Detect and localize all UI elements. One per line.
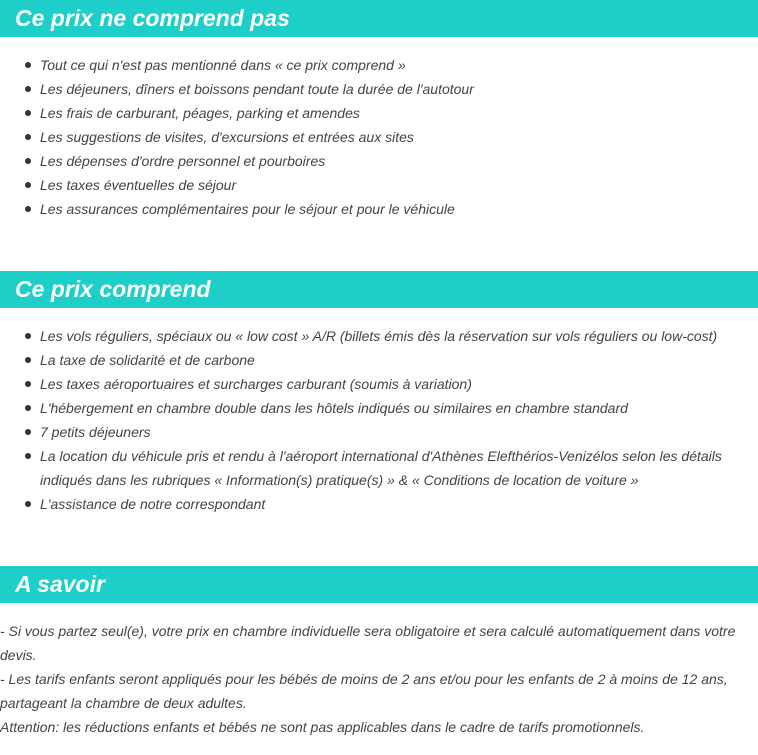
list-item (0, 492, 740, 516)
bullet-icon (25, 501, 31, 507)
bullet-icon (25, 429, 31, 435)
list-item-text: Tout ce qui n'est pas mentionné dans « ce prix comprend » (40, 57, 406, 73)
list-item-text: La location du véhicule pris et rendu à l'aéroport international d'Athènes Elefthérios-Venizélos selon les détails indiqués dans les rubriques « Information(s) pratique(s) » & « Conditions de location de voiture » (40, 448, 722, 488)
bullet-icon (25, 62, 31, 68)
section-header-good-to-know (0, 566, 758, 603)
list-item-text: 7 petits déjeuners (40, 424, 151, 440)
list-item-text: Les frais de carburant, péages, parking et amendes (40, 105, 360, 121)
bullet-icon (25, 182, 31, 188)
bullet-icon (25, 333, 31, 339)
list-item (0, 101, 740, 125)
list-item-text: Les assurances complémentaires pour le séjour et pour le véhicule (40, 201, 455, 217)
section-header-included (0, 271, 758, 308)
good-to-know-notes (0, 619, 752, 739)
list-item-text: L'hébergement en chambre double dans les hôtels indiqués ou similaires en chambre standard (40, 400, 628, 416)
bullet-icon (25, 381, 31, 387)
list-item (0, 444, 740, 492)
section-title: Ce prix comprend (15, 276, 211, 302)
list-item (0, 396, 740, 420)
note-paragraph: - Les tarifs enfants seront appliqués pour les bébés de moins de 2 ans et/ou pour les enfants de 2 à moins de 12 ans, partageant la chambre de deux adultes. (0, 671, 728, 711)
list-item (0, 420, 740, 444)
section-title: A savoir (15, 571, 105, 597)
not-included-list (0, 53, 740, 221)
list-item-text: L'assistance de notre correspondant (40, 496, 266, 512)
list-item (0, 173, 740, 197)
list-item (0, 149, 740, 173)
list-item-text: Les taxes éventuelles de séjour (40, 177, 237, 193)
bullet-icon (25, 86, 31, 92)
list-item-text: Les dépenses d'ordre personnel et pourboires (40, 153, 326, 169)
list-item-text: Les suggestions de visites, d'excursions et entrées aux sites (40, 129, 414, 145)
bullet-icon (25, 110, 31, 116)
list-item-text: La taxe de solidarité et de carbone (40, 352, 255, 368)
list-item (0, 125, 740, 149)
bullet-icon (25, 405, 31, 411)
note-paragraph: Attention: les réductions enfants et bébés ne sont pas applicables dans le cadre de tarifs promotionnels. (0, 719, 645, 735)
list-item (0, 197, 740, 221)
bullet-icon (25, 158, 31, 164)
list-item-text: Les taxes aéroportuaires et surcharges carburant (soumis à variation) (40, 376, 472, 392)
list-item (0, 372, 740, 396)
list-item (0, 348, 740, 372)
note-paragraph: - Si vous partez seul(e), votre prix en chambre individuelle sera obligatoire et sera calculé automatiquement dans votre devis. (0, 623, 736, 663)
section-header-not-included (0, 0, 758, 37)
bullet-icon (25, 357, 31, 363)
list-item (0, 324, 740, 348)
list-item (0, 53, 740, 77)
list-item-text: Les vols réguliers, spéciaux ou « low cost » A/R (billets émis dès la réservation sur vols réguliers ou low-cost) (40, 328, 718, 344)
bullet-icon (25, 134, 31, 140)
bullet-icon (25, 453, 31, 459)
section-title: Ce prix ne comprend pas (15, 5, 290, 31)
list-item (0, 77, 740, 101)
included-list (0, 324, 740, 516)
list-item-text: Les déjeuners, dîners et boissons pendant toute la durée de l'autotour (40, 81, 474, 97)
bullet-icon (25, 206, 31, 212)
